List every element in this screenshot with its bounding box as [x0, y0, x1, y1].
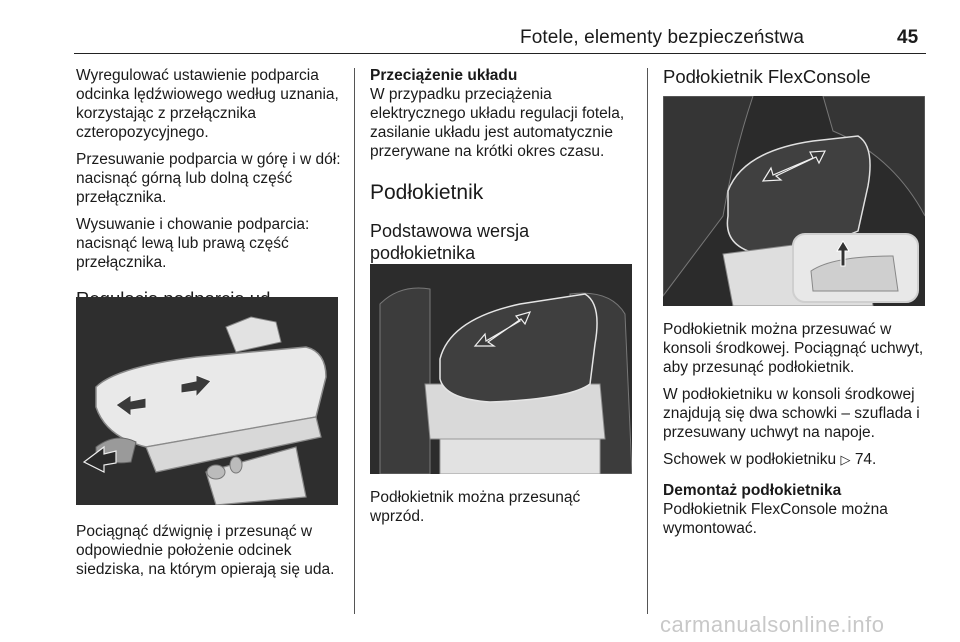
paragraph-flexconsole-ref [663, 450, 928, 469]
paragraph-lumbar-in-out: Wysuwanie i chowanie podparcia: nacisnąć lewą lub prawą część przełącznika. [76, 216, 310, 271]
paragraph-remove-armrest: Podłokietnik FlexConsole można wymontować. [663, 501, 888, 537]
watermark-text: carmanualsonline.info [660, 612, 885, 637]
paragraph-flexconsole-storage: W podłokietniku w konsoli środkowej znajdują się dwa schowki – szuflada i przesuwany uchwyt na napoje. [663, 386, 920, 441]
column-divider-1 [354, 68, 355, 614]
column-1 [76, 66, 344, 322]
paragraph-overload: W przypadku przeciążenia elektrycznego układu regulacji fotela, zasilanie układu jest automatycznie przerywane na krótki okres czasu. [370, 86, 625, 160]
ref-text: Schowek w podłokietniku [663, 451, 841, 468]
paragraph-lumbar-up-down: Przesuwanie podparcia w górę i w dół: nacisnąć górną lub dolną część przełącznika. [76, 151, 341, 206]
caption-thigh-text: Pociągnąć dźwignię i przesunąć w odpowiednie położenie odcinek siedziska, na którym opierają się uda. [76, 523, 335, 578]
paragraph-lumbar-adjust: Wyregulować ustawienie podparcia odcinka lędźwiowego według uznania, korzystając z przełącznika czteropozycyjnego. [76, 67, 339, 141]
page-number: 45 [897, 27, 919, 48]
figure-thigh-support [76, 297, 338, 505]
page-header-title: Fotele, elementy bezpieczeństwa [520, 27, 805, 48]
heading-remove-armrest: Demontaż podłokietnika [663, 482, 842, 499]
header-rule [74, 53, 926, 54]
column-3-lower [663, 320, 928, 546]
figure-basic-armrest [370, 264, 632, 474]
column-2 [370, 66, 638, 278]
figure-flexconsole [663, 96, 925, 306]
heading-armrest: Podłokietnik [370, 181, 484, 204]
column-3 [663, 66, 928, 100]
paragraph-flexconsole-move: Podłokietnik można przesuwać w konsoli środkowej. Pociągnąć uchwyt, aby przesunąć podłokietnik. [663, 321, 924, 376]
caption-thigh-support [76, 522, 351, 587]
heading-overload: Przeciążenie układu [370, 67, 518, 84]
column-divider-2 [647, 68, 648, 614]
subheading-basic-armrest: Podstawowa wersja podłokietnika [370, 221, 530, 263]
ref-page[interactable]: 74. [854, 451, 877, 468]
page-reference-icon: ▷ [840, 452, 851, 467]
caption-basic-armrest-text: Podłokietnik można przesunąć wprzód. [370, 489, 581, 525]
caption-basic-armrest [370, 488, 638, 534]
heading-flexconsole: Podłokietnik FlexConsole [663, 66, 871, 87]
